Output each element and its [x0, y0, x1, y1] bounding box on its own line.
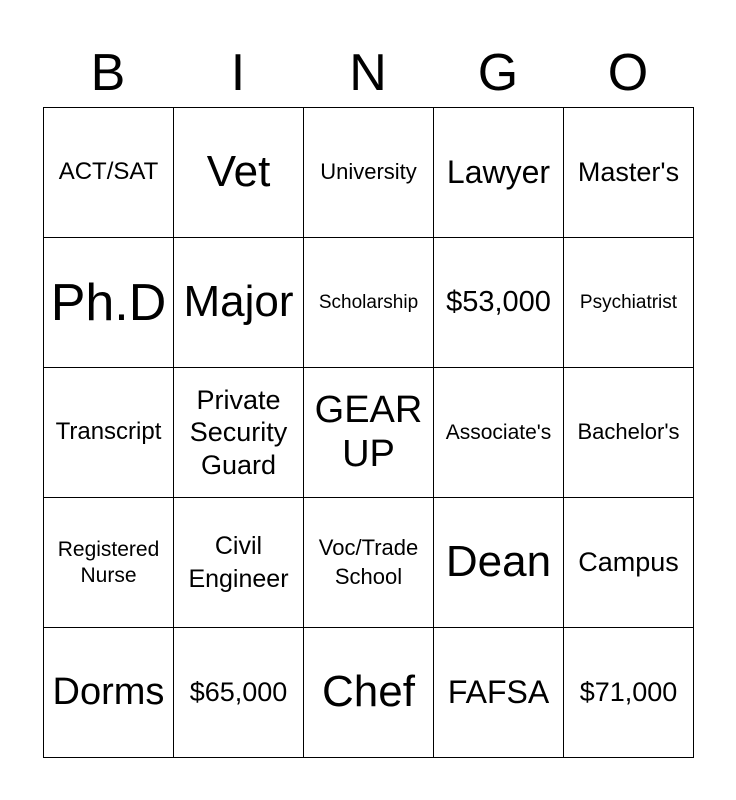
bingo-cell-r2-c5[interactable]: Psychiatrist: [564, 238, 694, 368]
bingo-cell-r3-c1[interactable]: Transcript: [44, 368, 174, 498]
bingo-cell-r4-c2[interactable]: Civil Engineer: [174, 498, 304, 628]
bingo-cell-r4-c4[interactable]: Dean: [434, 498, 564, 628]
bingo-header: [43, 40, 693, 106]
bingo-cell-r2-c2[interactable]: Major: [174, 238, 304, 368]
bingo-cell-r4-c3[interactable]: Voc/Trade School: [304, 498, 434, 628]
bingo-cell-r3-c3[interactable]: GEAR UP: [304, 368, 434, 498]
bingo-cell-r5-c5[interactable]: $71,000: [564, 628, 694, 758]
bingo-cell-r1-c5[interactable]: Master's: [564, 108, 694, 238]
bingo-cell-r2-c3[interactable]: Scholarship: [304, 238, 434, 368]
header-letter-o: O: [607, 44, 649, 102]
bingo-card-grid: [43, 107, 694, 758]
bingo-cell-r5-c2[interactable]: $65,000: [174, 628, 304, 758]
bingo-cell-r1-c2[interactable]: Vet: [174, 108, 304, 238]
bingo-cell-r1-c3[interactable]: University: [304, 108, 434, 238]
bingo-cell-r3-c5[interactable]: Bachelor's: [564, 368, 694, 498]
bingo-cell-r5-c1[interactable]: Dorms: [44, 628, 174, 758]
header-letter-i: I: [230, 44, 246, 102]
bingo-cell-r4-c1[interactable]: Registered Nurse: [44, 498, 174, 628]
bingo-cell-r1-c4[interactable]: Lawyer: [434, 108, 564, 238]
header-letter-g: G: [477, 44, 519, 102]
header-letter-n: N: [349, 44, 387, 102]
bingo-cell-r3-c2[interactable]: Private Security Guard: [174, 368, 304, 498]
bingo-cell-r5-c4[interactable]: FAFSA: [434, 628, 564, 758]
bingo-cell-r5-c3[interactable]: Chef: [304, 628, 434, 758]
bingo-cell-r3-c4[interactable]: Associate's: [434, 368, 564, 498]
bingo-cell-r4-c5[interactable]: Campus: [564, 498, 694, 628]
bingo-cell-r2-c4[interactable]: $53,000: [434, 238, 564, 368]
bingo-cell-r2-c1[interactable]: Ph.D: [44, 238, 174, 368]
header-letter-b: B: [90, 44, 126, 102]
bingo-cell-r1-c1[interactable]: ACT/SAT: [44, 108, 174, 238]
